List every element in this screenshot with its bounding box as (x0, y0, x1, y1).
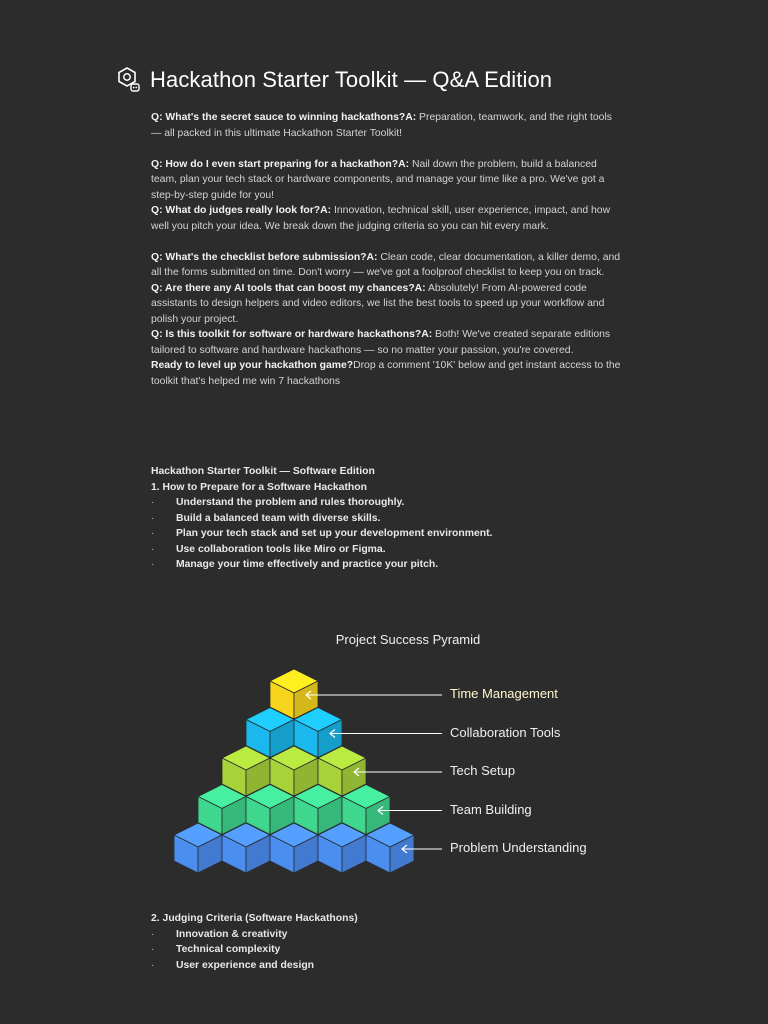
page-title: Hackathon Starter Toolkit — Q&A Edition (150, 67, 553, 92)
bullet-dot: · (151, 543, 155, 555)
bullet-dot: · (151, 959, 155, 971)
bullet-dot: · (151, 928, 155, 940)
pyramid-label-team-building: Team Building (450, 802, 532, 817)
qa-question: Q: What's the checklist before submission?A: (151, 251, 378, 263)
qa-question: Q: Are there any AI tools that can boost my chances?A: (151, 282, 426, 294)
qa-answer: Clean code, clear documentation, a killer demo, and all the forms submitted on time. Don't worry — we've got a foolproof checklist to keep you on track. (151, 251, 621, 278)
pyramid-title: Project Success Pyramid (335, 632, 481, 647)
list-item-text: User experience and design (176, 959, 315, 971)
qa-answer: Preparation, teamwork, and the right tools — all packed in this ultimate Hackathon Starter Toolkit! (151, 112, 612, 139)
qa-answer: Innovation, technical skill, user experience, impact, and how well you pitch your idea. We break down the judging criteria so you can hit every mark. (151, 205, 611, 232)
qa-question: Q: What do judges really look for?A: (151, 205, 332, 216)
pyramid-label-tech-setup: Tech Setup (450, 763, 516, 778)
list-item-text: Manage your time effectively and practice your pitch. (176, 559, 439, 570)
bullet-dot: · (151, 497, 155, 508)
qa-answer: Drop a comment '10K' below and get instant access to the toolkit that's helped me win 7 hackathons (151, 360, 621, 387)
qa-question: Ready to level up your hackathon game? (151, 360, 354, 371)
section-title: 1. How to Prepare for a Software Hackathon (151, 481, 367, 493)
section-heading: Hackathon Starter Toolkit — Software Edition (151, 466, 375, 477)
list-item (151, 958, 631, 974)
qa-question: Q: Is this toolkit for software or hardware hackathons?A: (151, 329, 433, 340)
list-item-text: Understand the problem and rules thoroughly. (176, 497, 405, 508)
bullet-dot: · (151, 944, 155, 955)
list-item (151, 927, 631, 943)
bullet-dot: · (151, 528, 155, 539)
pyramid-label-collaboration-tools: Collaboration Tools (450, 725, 561, 740)
pyramid-label-time-management: Time Management (450, 686, 558, 701)
bullet-dot: · (151, 559, 155, 570)
list-item (151, 942, 631, 958)
qa-answer: Both! We've created separate editions tailored to software and hardware hackathons — so no matter your passion, you're covered. (151, 329, 611, 356)
bullet-dot: · (151, 512, 155, 524)
section-title: 2. Judging Criteria (Software Hackathons) (151, 913, 358, 924)
pyramid-level (174, 823, 414, 873)
judging-section (151, 911, 631, 973)
qa-question: Q: How do I even start preparing for a hackathon?A: (151, 158, 410, 170)
pyramid-level (222, 746, 366, 796)
qa-answer: Absolutely! From AI-powered code assistants to design helpers and video editors, we list the best tools to speed up your workflow and polish your project. (151, 282, 605, 325)
list-item-text: Build a balanced team with diverse skills. (176, 512, 381, 524)
pyramid-label-problem-understanding: Problem Understanding (450, 840, 587, 855)
list-item-text: Use collaboration tools like Miro or Figma. (176, 543, 386, 555)
list-item-text: Plan your tech stack and set up your development environment. (176, 528, 493, 539)
list-item-text: Innovation & creativity (176, 928, 288, 940)
qa-question: Q: What's the secret sauce to winning hackathons?A: (151, 112, 417, 123)
qa-answer: Nail down the problem, build a balanced team, plan your tech stack or hardware components, and manage your time like a pro. We've got a step-by-step guide for you! (151, 158, 605, 201)
list-item-text: Technical complexity (176, 944, 281, 955)
